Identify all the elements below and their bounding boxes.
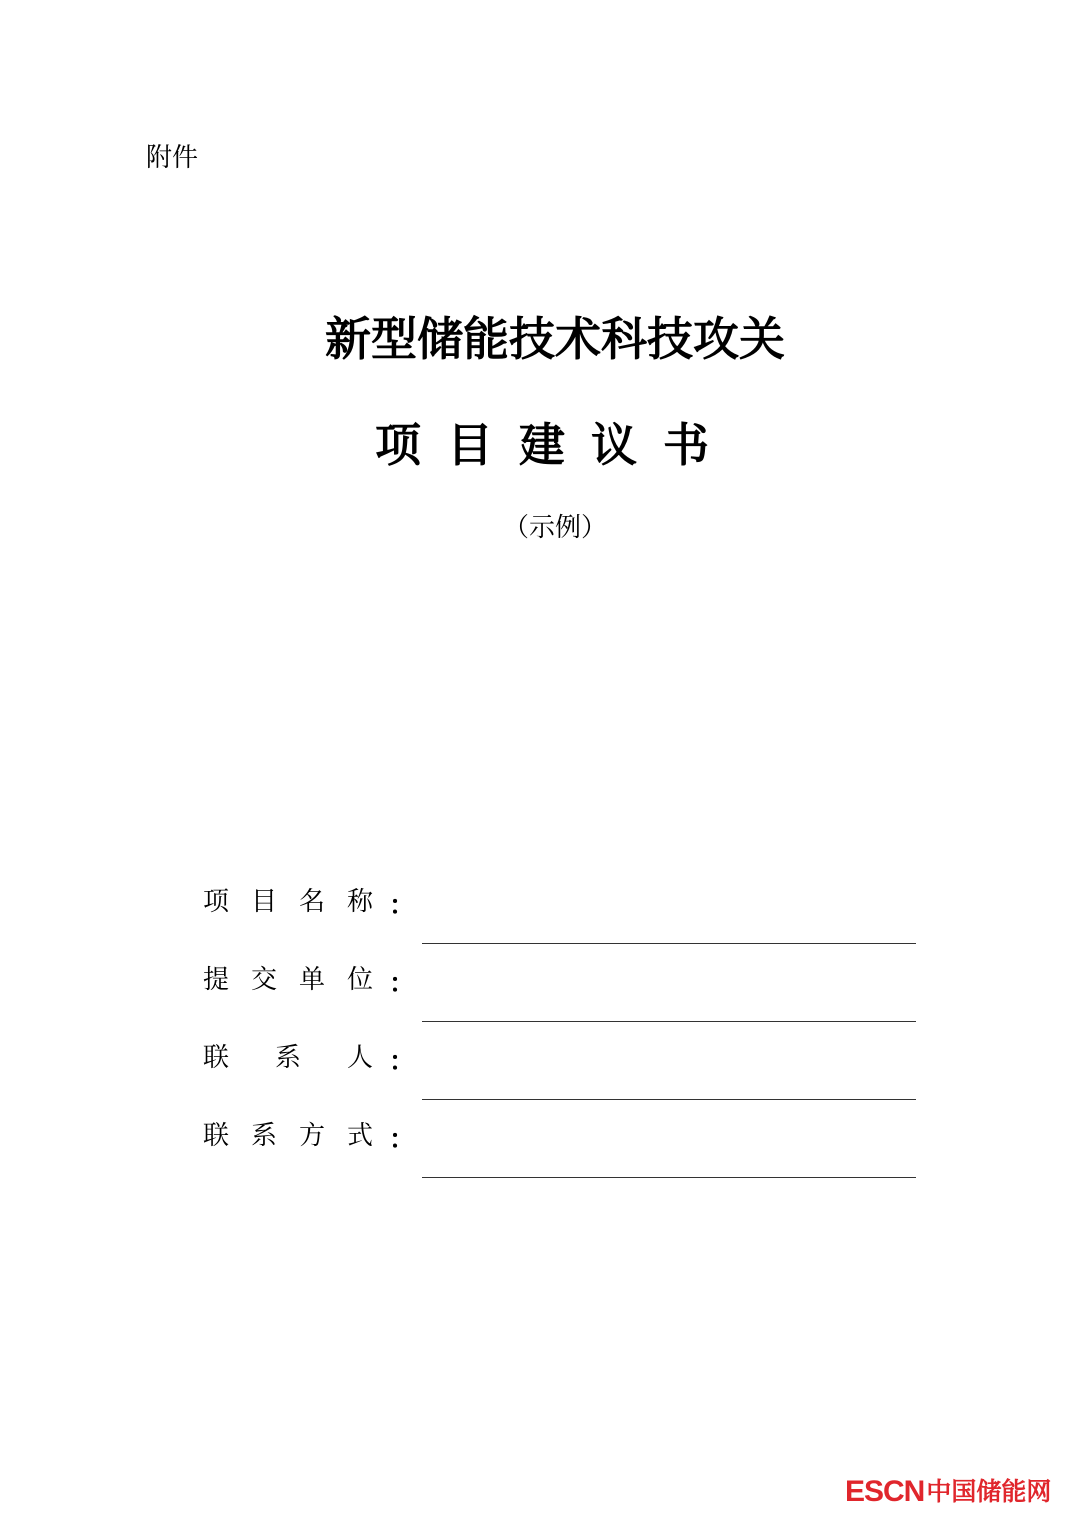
logo-latin-text: ESCN [845, 1475, 925, 1508]
form-row-contact-method [203, 1112, 918, 1190]
project-name-field-line[interactable] [422, 943, 916, 944]
attachment-label: 附件 [146, 143, 199, 173]
contact-person-field-line[interactable] [422, 1099, 916, 1100]
form-colon: ： [389, 891, 416, 921]
document-title: 新型储能技术科技攻关 [325, 312, 785, 366]
label-char: 式 [346, 1121, 373, 1151]
contact-method-field-line[interactable] [422, 1177, 916, 1178]
example-note: （示例） [502, 513, 607, 543]
label-char: 项 [203, 887, 230, 917]
label-char: 交 [250, 965, 277, 995]
form-label-contact-person [203, 1040, 373, 1076]
label-char: 联 [203, 1043, 230, 1073]
label-char: 称 [346, 887, 373, 917]
label-char: 联 [203, 1121, 230, 1151]
form-colon: ： [389, 1047, 416, 1077]
label-char: 位 [346, 965, 373, 995]
escn-watermark-logo [845, 1472, 1051, 1512]
form-colon: ： [389, 969, 416, 999]
cover-form [203, 878, 918, 1190]
label-char: 方 [298, 1121, 325, 1151]
logo-chinese-text: 中国储能网 [926, 1477, 1052, 1506]
form-label-submitting-unit [203, 962, 373, 998]
label-char: 名 [298, 887, 325, 917]
label-char: 人 [346, 1043, 373, 1073]
label-char: 目 [250, 887, 277, 917]
label-char: 系 [250, 1121, 277, 1151]
label-char: 提 [203, 965, 230, 995]
label-char: 单 [298, 965, 325, 995]
submitting-unit-field-line[interactable] [422, 1021, 916, 1022]
form-row-project-name [203, 878, 918, 956]
form-row-submitting-unit [203, 956, 918, 1034]
form-label-contact-method [203, 1118, 373, 1154]
label-char: 系 [274, 1043, 301, 1073]
form-colon: ： [389, 1125, 416, 1155]
form-label-project-name [203, 884, 373, 920]
document-subtitle-main: 项目建议书 [375, 418, 735, 472]
form-row-contact-person [203, 1034, 918, 1112]
